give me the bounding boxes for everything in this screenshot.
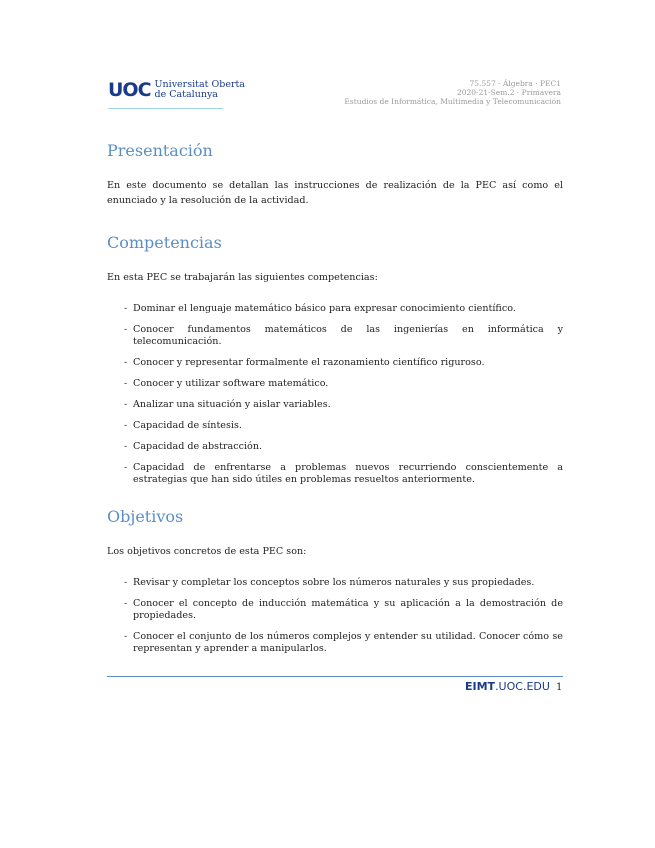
list-item: - Capacidad de abstracción. <box>124 441 263 452</box>
objetivos-intro: Los objetivos concretos de esta PEC son: <box>107 546 307 557</box>
objetivos-list <box>107 577 563 655</box>
uoc-logo <box>108 80 245 100</box>
list-item: - Analizar una situación y aislar variables. <box>124 399 331 410</box>
list-item: - Dominar el lenguaje matemático básico para expresar conocimiento científico. <box>124 303 516 314</box>
footer-brand: EIMT.UOC.EDU <box>465 680 550 693</box>
course-header <box>344 79 561 106</box>
list-item: - Conocer el concepto de inducción matemática y su aplicación a la demostración de propiedades. <box>124 598 563 621</box>
studies: Estudios de Informática, Multimedia y Telecomunicación <box>344 97 561 106</box>
heading-presentacion: Presentación <box>107 141 213 160</box>
competencias-intro: En esta PEC se trabajarán las siguientes competencias: <box>107 272 378 283</box>
logo-line-1: Universitat Oberta <box>154 79 245 90</box>
list-item: - Conocer fundamentos matemáticos de las ingenierías en informática y telecomunicación. <box>124 324 563 347</box>
list-item: - Capacidad de síntesis. <box>124 420 242 431</box>
list-item: - Conocer el conjunto de los números complejos y entender su utilidad. Conocer cómo se representan y aprender a manipularlos. <box>124 631 563 654</box>
list-item: - Capacidad de enfrentarse a problemas nuevos recurriendo conscientemente a estrategias que han sido útiles en problemas resueltos anteriormente. <box>124 462 563 485</box>
list-item: - Conocer y utilizar software matemático. <box>124 378 329 389</box>
logo-line-2: de Catalunya <box>154 89 218 100</box>
list-item: - Conocer y representar formalmente el razonamiento científico riguroso. <box>124 357 485 368</box>
competencias-list <box>107 303 563 486</box>
uoc-logo-text <box>155 80 245 100</box>
logo-underline <box>108 108 223 109</box>
semester: 2020-21-Sem.2 · Primavera <box>456 88 561 97</box>
uoc-logo-mark: UOC <box>108 78 151 101</box>
footer-rule <box>107 676 563 677</box>
presentacion-text: En este documento se detallan las instrucciones de realización de la PEC así como el enunciado y la resolución de la actividad. <box>107 180 563 206</box>
heading-objetivos: Objetivos <box>107 507 184 526</box>
course-code: 75.557 · Álgebra · PEC1 <box>469 79 561 88</box>
list-item: - Revisar y completar los conceptos sobre los números naturales y sus propiedades. <box>124 577 535 588</box>
page-number: 1 <box>556 682 563 693</box>
heading-competencias: Competencias <box>107 233 222 252</box>
